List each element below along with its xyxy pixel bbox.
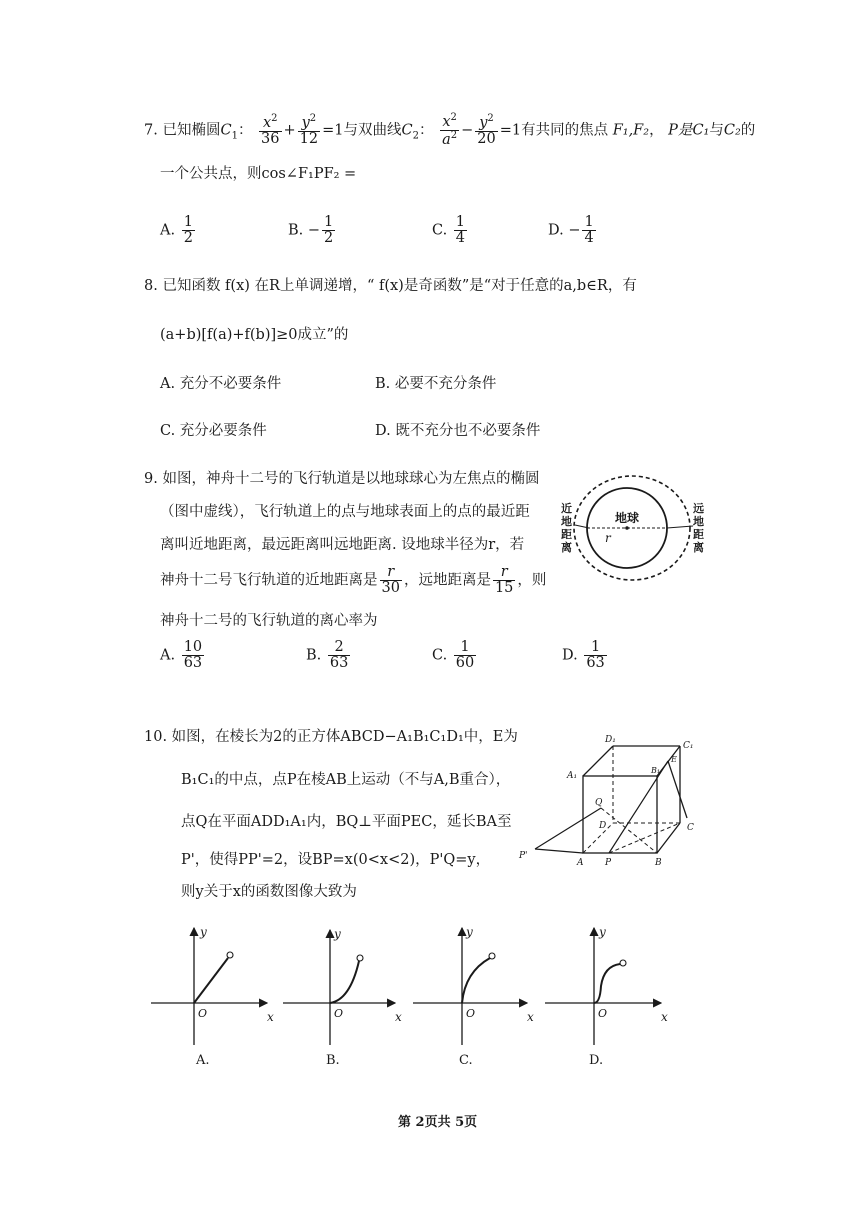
q7-sq: 2 — [450, 130, 458, 142]
graph-d — [545, 925, 668, 1068]
label-b: B — [655, 858, 662, 868]
q7-c2b: C₂ — [723, 122, 741, 139]
q9-frac-30: 30 — [381, 580, 400, 597]
q7-c2-sub: 2 — [412, 130, 419, 142]
q7-d12: 12 — [299, 130, 319, 147]
question-10-line5: 则y关于x的函数图像大致为 — [181, 884, 357, 900]
q9-option-c-frac — [454, 640, 476, 671]
edge-a-d — [583, 823, 613, 853]
graph-a-x-label: x — [267, 1010, 274, 1024]
q7-option-d-label: D. — [548, 222, 564, 239]
question-8-line2: (a+b)[f(a)+f(b)]≥0成立”的 — [160, 327, 349, 343]
q7-option-c-num: 1 — [455, 214, 466, 230]
label-p: P — [605, 858, 612, 868]
q10-line1-text: 如图，在棱长为2的正方体ABCD−A₁B₁C₁D₁中，E为 — [171, 729, 518, 745]
q7-text: 已知椭圆 — [162, 122, 221, 139]
graph-a — [151, 925, 274, 1068]
orbit-figure — [555, 470, 715, 598]
q7-option-b-frac — [322, 215, 335, 246]
far-label-char4: 离 — [693, 541, 704, 554]
radius-label: r — [605, 531, 611, 545]
q9-option-b-frac — [328, 640, 350, 671]
label-c: C — [687, 823, 694, 833]
q7-option-b-sign: − — [307, 222, 321, 239]
q8-option-c — [160, 419, 267, 440]
graph-a-open-point — [227, 952, 233, 958]
graph-b-label: B. — [326, 1053, 340, 1068]
question-7-line1 — [144, 113, 755, 148]
q7-x: x — [442, 113, 451, 130]
q7-option-a — [160, 215, 197, 246]
q9-option-d-den: 63 — [586, 655, 605, 672]
q9-frac-r: r — [493, 565, 515, 581]
question-10-line4: P'，使得PP'=2，设BP=x(0<x<2)，P'Q=y， — [181, 852, 491, 868]
graph-a-label: A. — [196, 1053, 210, 1068]
q7-option-b — [288, 215, 337, 246]
q8-number: 8. — [144, 278, 158, 294]
q8-line1-text: 已知函数 f(x) 在R上单调递增，“ f(x)是奇函数”是“对于任意的a,b∈R，有 — [162, 278, 637, 294]
earth-label: 地球 — [615, 511, 640, 525]
page-footer: 第 2页共 5页 — [398, 1115, 478, 1130]
q7-d20: 20 — [477, 130, 496, 147]
q8-option-c-text: 充分必要条件 — [179, 423, 267, 439]
graph-d-x-label: x — [661, 1010, 668, 1024]
q9-frac-r-15 — [493, 565, 515, 596]
q9-frac-r-30 — [380, 565, 402, 596]
q7-colon: ： — [237, 122, 253, 139]
q7-option-a-label: A. — [160, 222, 176, 239]
far-label-char2: 地 — [693, 515, 704, 528]
graph-a-origin: O — [198, 1007, 208, 1020]
line-pprime-a — [535, 849, 583, 853]
graph-c — [413, 925, 534, 1068]
graph-c-x-label: x — [527, 1010, 534, 1024]
q7-d36: 36 — [261, 130, 280, 147]
q8-option-b-label: B. — [375, 376, 391, 392]
q9-option-a-label: A. — [160, 647, 176, 664]
label-c1: C₁ — [683, 741, 694, 751]
graph-d-open-point — [620, 960, 626, 966]
q8-option-d — [375, 419, 540, 440]
q9-option-c — [432, 640, 478, 671]
q9-option-a-den: 63 — [183, 655, 203, 672]
q9-option-b-den: 63 — [329, 655, 349, 672]
q7-option-c-label: C. — [432, 222, 448, 239]
q8-option-c-label: C. — [160, 423, 176, 439]
q8-option-a-label: A. — [160, 376, 176, 392]
q9-option-d — [562, 640, 609, 671]
q9-option-d-frac — [584, 640, 606, 671]
graph-a-y-label: y — [200, 925, 207, 939]
q9-option-a — [160, 640, 206, 671]
q7-frac-y2-12 — [298, 114, 320, 147]
q7-option-d-sign: − — [568, 222, 581, 239]
far-label-char3: 距 — [693, 528, 704, 541]
q7-plus: + — [283, 122, 296, 139]
q9-frac-r: r — [380, 565, 402, 581]
q7-p-is: P是 — [668, 122, 693, 139]
q9-line4-c: ，则 — [517, 572, 547, 589]
question-9-line4 — [160, 565, 546, 596]
question-7-line2: 一个公共点，则cos∠F₁PF₂ = — [160, 166, 357, 182]
question-10-line2: B₁C₁的中点，点P在棱AB上运动（不与A,B重合）， — [181, 772, 511, 788]
q7-number: 7. — [144, 122, 158, 139]
q9-option-c-den: 60 — [455, 655, 475, 672]
q7-option-d-den: 4 — [584, 230, 594, 247]
q9-option-c-label: C. — [432, 647, 448, 664]
label-d: D — [599, 821, 607, 831]
label-pprime: P' — [519, 851, 528, 861]
q7-c1: C — [220, 122, 232, 139]
graph-c-curve — [462, 958, 490, 1003]
q7-frac-x2-36 — [259, 114, 281, 147]
graph-b-open-point — [357, 955, 363, 961]
q7-option-b-num: 1 — [324, 214, 334, 230]
question-10-line3: 点Q在平面ADD₁A₁内，BQ⊥平面PEC，延长BA至 — [181, 814, 512, 830]
label-a: A — [577, 858, 584, 868]
q9-frac-15: 15 — [494, 580, 514, 597]
q7-option-d-frac — [582, 215, 595, 246]
q7-frac-y2-20 — [475, 114, 497, 147]
near-label-char1: 近 — [561, 502, 572, 515]
graph-c-origin: O — [466, 1007, 476, 1020]
graph-c-label: C. — [459, 1053, 473, 1068]
q7-y: y — [479, 114, 488, 131]
graph-b-origin: O — [334, 1007, 344, 1020]
question-9-line3: 离叫近地距离，最远距离叫远地距离. 设地球半径为r，若 — [160, 537, 525, 553]
q7-option-b-label: B. — [288, 222, 304, 239]
q7-comma: ， — [649, 122, 664, 139]
graph-b-x-label: x — [395, 1010, 402, 1024]
q9-option-b-label: B. — [306, 647, 322, 664]
q7-option-a-den: 2 — [183, 230, 193, 247]
line-e-c — [668, 761, 687, 818]
q7-option-c-den: 4 — [455, 230, 466, 247]
q9-option-b-num: 2 — [328, 640, 350, 656]
q7-option-c-frac — [454, 215, 467, 246]
q7-foci: F₁,F₂ — [612, 122, 650, 139]
q9-option-d-label: D. — [562, 647, 578, 664]
question-9-line1 — [144, 467, 539, 488]
q7-minus: − — [461, 122, 474, 139]
label-d1: D₁ — [605, 735, 616, 745]
q7-a: a — [442, 131, 451, 148]
label-b1: B₁ — [651, 766, 661, 775]
cube-figure — [515, 728, 705, 870]
q9-option-b — [306, 640, 352, 671]
graph-c-open-point — [489, 953, 495, 959]
q7-sq: 2 — [487, 112, 494, 124]
q7-colon: ： — [418, 122, 434, 139]
q7-de: 的 — [740, 122, 756, 139]
graph-options — [145, 920, 685, 1080]
q7-y: y — [301, 114, 310, 131]
q9-line4-a: 神舟十二号飞行轨道的近地距离是 — [160, 572, 378, 589]
q7-sq: 2 — [271, 112, 278, 124]
line-pprime-q — [535, 808, 601, 849]
q7-and: 与 — [709, 122, 724, 139]
question-8-line1 — [144, 274, 637, 295]
graph-b — [283, 927, 402, 1068]
q10-number: 10. — [144, 729, 168, 745]
label-q: Q — [595, 798, 603, 808]
q8-option-b-text: 必要不充分条件 — [394, 376, 497, 392]
q7-option-b-den: 2 — [324, 230, 334, 247]
q9-number: 9. — [144, 471, 158, 487]
q7-option-a-num: 1 — [183, 214, 193, 230]
q9-option-c-num: 1 — [454, 640, 476, 656]
q7-c2: C — [401, 122, 413, 139]
q7-eq2: =1有共同的焦点 — [499, 122, 609, 139]
edge-a1-d1 — [583, 746, 613, 776]
q7-frac-x2-a2 — [440, 113, 459, 148]
q8-option-b — [375, 372, 496, 393]
q9-option-d-num: 1 — [584, 640, 606, 656]
near-label-char4: 离 — [561, 541, 572, 554]
q7-option-a-frac — [182, 215, 195, 246]
near-label-char3: 距 — [561, 528, 572, 541]
label-e: E — [671, 755, 677, 764]
line-p-c — [609, 823, 680, 853]
earth-center — [625, 526, 629, 530]
q9-line4-b: ，远地距离是 — [403, 572, 491, 589]
q7-x: x — [262, 114, 272, 131]
question-9-line5: 神舟十二号的飞行轨道的离心率为 — [160, 613, 378, 629]
q7-sq: 2 — [309, 112, 317, 124]
graph-d-origin: O — [598, 1007, 608, 1020]
graph-d-y-label: y — [599, 925, 606, 939]
graph-a-curve — [194, 958, 228, 1003]
q7-eq1: =1与双曲线 — [322, 122, 402, 139]
label-a1: A₁ — [567, 771, 578, 781]
question-9-line2: （图中虚线），飞行轨道上的点与地球表面上的点的最近距 — [160, 504, 530, 520]
graph-d-label: D. — [589, 1053, 604, 1068]
q7-c1-sub: 1 — [231, 130, 238, 142]
near-label-char2: 地 — [561, 515, 572, 528]
q8-option-d-label: D. — [375, 423, 391, 439]
q9-option-a-num: 10 — [183, 639, 203, 655]
graph-d-curve — [594, 964, 620, 1003]
graph-b-curve — [330, 961, 359, 1003]
q8-option-a-text: 充分不必要条件 — [179, 376, 282, 392]
q8-option-d-text: 既不充分也不必要条件 — [395, 423, 541, 439]
far-arrow — [667, 526, 693, 528]
line-b-q — [601, 808, 657, 853]
q7-sq: 2 — [450, 112, 457, 123]
q7-c1b: C₁ — [692, 122, 710, 139]
q7-option-c — [432, 215, 469, 246]
graph-b-y-label: y — [334, 927, 341, 941]
q7-option-d-num: 1 — [584, 214, 594, 230]
graph-c-y-label: y — [466, 925, 473, 939]
q7-option-d — [548, 215, 598, 246]
q8-option-a — [160, 372, 281, 393]
q9-line1-text: 如图，神舟十二号的飞行轨道是以地球球心为左焦点的椭圆 — [162, 471, 540, 487]
question-10-line1 — [144, 725, 518, 746]
far-label-char1: 远 — [693, 502, 704, 515]
q9-option-a-frac — [182, 640, 204, 671]
